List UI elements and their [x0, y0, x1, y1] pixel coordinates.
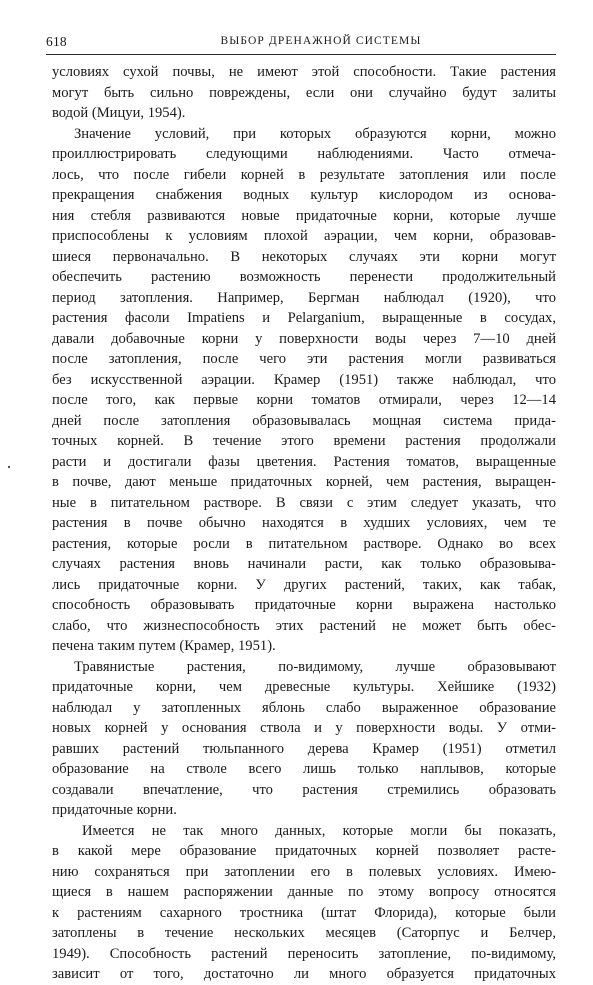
text-line: 1949). Способность растений переносить затопление, по-видимому,	[52, 945, 556, 962]
margin-speck	[8, 466, 10, 468]
text-line: образование на стволе всего лишь только наплывов, которые	[52, 761, 556, 777]
text-line: к растениям сахарного тростника (штат Флорида), которые были	[52, 904, 556, 921]
text-line: случаях растения вновь начинали расти, как только образовыва-	[52, 556, 556, 572]
text-line: после затопления, после чего эти растения могли развиваться	[52, 351, 556, 367]
text-line: без искусственной аэрации. Крамер (1951) также наблюдал, что	[52, 371, 556, 388]
text-line: растения фасоли Impatiens и Pelarganium, выращенные в сосудах,	[52, 310, 556, 326]
text-line: слабо, что жизнеспособность этих растений не может быть обес-	[52, 617, 556, 634]
text-line: лось, что после гибели корней в результате затопления или после	[52, 166, 556, 183]
text-line: шиеся первоначально. В некоторых случаях эти корни могут	[52, 248, 556, 265]
text-line: растения в почве обычно находятся в худших условиях, чем те	[52, 515, 556, 531]
text-line: зависит от того, достаточно ли много образуется придаточных	[52, 966, 556, 982]
text-line: печена таким путем (Крамер, 1951).	[52, 638, 276, 654]
text-line: период затопления. Например, Бергман наблюдал (1920), что	[52, 289, 556, 306]
text-line: новых корней у основания ствола и у поверхности воды. У отми-	[52, 720, 556, 736]
text-line: водой (Мицуи, 1954).	[52, 105, 186, 121]
body-text	[52, 62, 556, 985]
running-head	[46, 32, 556, 55]
text-line: щиеся в нашем распоряжении данные по этому вопросу относятся	[52, 884, 556, 900]
text-line: в какой мере образование придаточных корней позволяет расте-	[52, 843, 556, 859]
page-number: 618	[46, 34, 67, 49]
text-line: нию сохраняться при затоплении его в полевых условиях. Имею-	[52, 863, 556, 880]
text-line: лись придаточные корни. У других растений, таких, как табак,	[52, 576, 556, 593]
text-line: могут быть сильно повреждены, если они случайно будут залиты	[52, 84, 556, 101]
text-line: дней после затопления образовывалась мощная система прида-	[52, 412, 556, 429]
text-line: затоплены в течение нескольких месяцев (Саторпус и Белчер,	[52, 925, 556, 941]
text-line: расти и достигали фазы цветения. Растения томатов, выращенные	[52, 453, 556, 470]
text-line: ные в питательном растворе. В связи с этим следует указать, что	[52, 494, 556, 511]
text-line: равших растений тюльпанного дерева Крамер (1951) отметил	[52, 740, 556, 757]
text-line: Травянистые растения, по-видимому, лучше образовывают	[74, 658, 556, 675]
text-line: давали добавочные корни у поверхности воды через 7—10 дней	[52, 330, 556, 347]
text-line: наблюдал у затопленных яблонь слабо выраженное образование	[52, 699, 556, 716]
section-title: ВЫБОР ДРЕНАЖНОЙ СИСТЕМЫ	[220, 35, 422, 47]
text-line: точных корней. В течение этого времени растения продолжали	[52, 433, 556, 449]
text-line: в почве, дают меньше придаточных корней, чем растения, выращен-	[52, 474, 556, 490]
text-line: проиллюстрировать следующими наблюдениями. Часто отмеча-	[52, 146, 556, 162]
text-line: растения, которые росли в питательном растворе. Однако во всех	[52, 535, 556, 552]
text-line: способность образовывать придаточные корни выражена настолько	[52, 597, 556, 613]
text-line: условиях сухой почвы, не имеют этой способности. Такие растения	[52, 64, 556, 80]
text-line: после того, как первые корни томатов отмирали, через 12—14	[52, 392, 556, 408]
text-line: придаточные корни, чем древесные культуры. Хейшике (1932)	[52, 679, 556, 695]
text-line: прекращения снабжения водных культур кислородом из основа-	[52, 187, 556, 203]
text-line: ния стебля развиваются новые придаточные корни, которые лучше	[52, 207, 556, 224]
text-line: обеспечить растению возможность перенести продолжительный	[52, 269, 556, 285]
text-line: создавали впечатление, что растения стремились образовать	[52, 781, 556, 798]
text-line: приспособлены к условиям плохой аэрации, чем корни, образовав-	[52, 228, 556, 244]
text-line: Значение условий, при которых образуются корни, можно	[74, 125, 556, 142]
text-line: придаточные корни.	[52, 802, 177, 818]
text-line: Имеется не так много данных, которые могли бы показать,	[82, 822, 556, 839]
